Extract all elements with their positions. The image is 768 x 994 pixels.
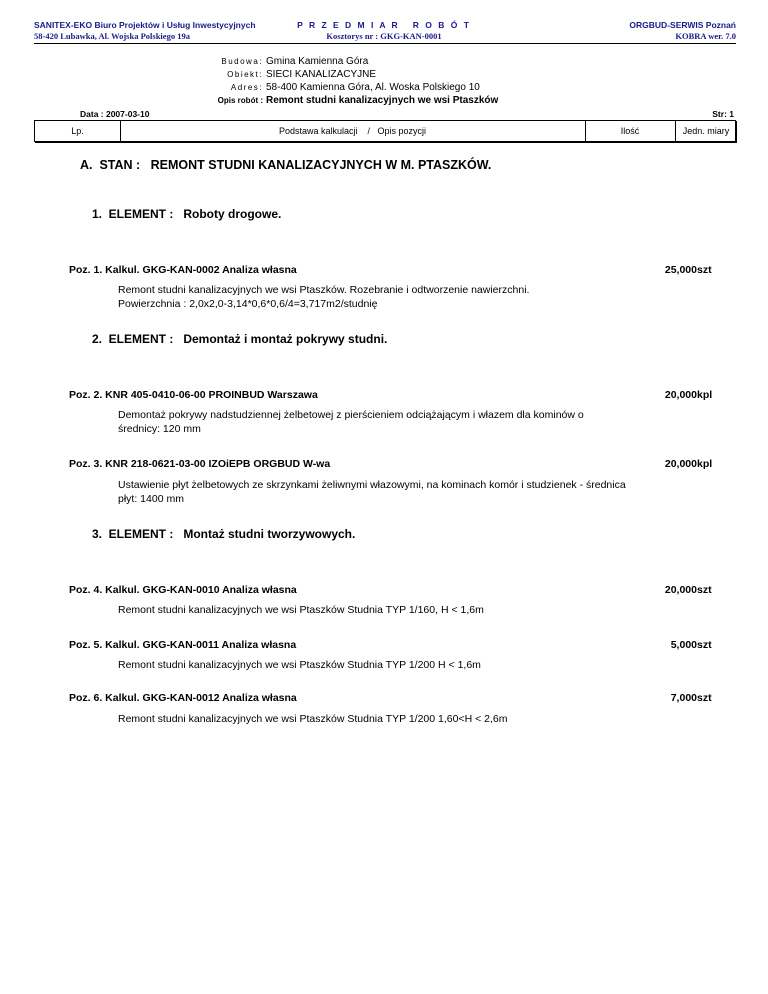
position-description: [118, 712, 507, 726]
position-unit: kpl: [697, 389, 713, 401]
position-unit: kpl: [697, 458, 713, 470]
position-unit: szt: [697, 584, 712, 596]
position-header: Poz. 1. Kalkul. GKG-KAN-0002 Analiza własna: [69, 264, 297, 276]
meta-row-obiekt: [160, 68, 498, 81]
project-meta: [160, 55, 498, 107]
software-header: [629, 20, 736, 42]
estimate-number: Kosztorys nr : GKG-KAN-0001: [326, 31, 442, 41]
position-quantity: 25,000: [664, 264, 697, 276]
meta-row-adres: [160, 81, 498, 94]
description-line: Remont studni kanalizacyjnych we wsi Ptaszków Studnia TYP 1/160, H < 1,6m: [118, 604, 484, 616]
meta-value: Remont studni kanalizacyjnych we wsi Ptaszków: [266, 95, 499, 106]
description-line: Remont studni kanalizacyjnych we wsi Ptaszków. Rozebranie i odtworzenie nawierzchni.: [118, 284, 530, 296]
meta-row-budowa: [160, 55, 498, 68]
position-unit: szt: [697, 639, 712, 651]
description-line: średnicy: 120 mm: [118, 423, 201, 435]
description-line: Remont studni kanalizacyjnych we wsi Ptaszków Studnia TYP 1/200 H < 1,6m: [118, 659, 481, 671]
column-header-qty: Ilość: [620, 126, 640, 136]
position-quantity: 5,000: [670, 639, 697, 651]
position-unit: szt: [697, 692, 712, 704]
meta-label: Budowa:: [221, 57, 263, 66]
element-title: 2. ELEMENT : Demontaż i montaż pokrywy studni.: [92, 332, 388, 346]
description-line: Ustawienie płyt żelbetowych ze skrzynkami żeliwnymi włazowymi, na kominach komór i studzienek - średnica: [118, 479, 626, 491]
position-header: Poz. 2. KNR 405-0410-06-00 PROINBUD Warszawa: [69, 389, 318, 401]
position-description: [118, 408, 584, 436]
meta-label: Opis robót :: [217, 96, 263, 105]
document-title: P R Z E D M I A R R O B Ó T: [297, 20, 471, 30]
position-quantity: 20,000: [664, 584, 697, 596]
position-quantity: 20,000: [664, 389, 697, 401]
position-header: Poz. 4. Kalkul. GKG-KAN-0010 Analiza własna: [69, 584, 297, 596]
column-header-unit: Jedn. miary: [682, 126, 730, 136]
description-line: Remont studni kanalizacyjnych we wsi Ptaszków Studnia TYP 1/200 1,60<H < 2,6m: [118, 713, 508, 725]
header-divider: [34, 43, 736, 44]
meta-value: 58-400 Kamienna Góra, Al. Woska Polskiego 10: [266, 82, 480, 93]
meta-row-opis: [160, 94, 498, 107]
position-header: Poz. 6. Kalkul. GKG-KAN-0012 Analiza własna: [69, 692, 297, 704]
position-quantity: 20,000: [664, 458, 697, 470]
column-header-lp: Lp.: [71, 126, 84, 136]
meta-label: Adres:: [230, 83, 263, 92]
page-number: Str: 1: [712, 109, 734, 119]
position-description: [118, 283, 529, 311]
company-address: 58-420 Lubawka, Al. Wojska Polskiego 19a: [34, 31, 190, 41]
position-unit: szt: [697, 264, 712, 276]
table-header: [34, 120, 736, 142]
software-vendor: ORGBUD-SERWIS Poznań: [629, 20, 736, 30]
element-title: 3. ELEMENT : Montaż studni tworzywowych.: [92, 527, 356, 541]
position-header: Poz. 3. KNR 218-0621-03-00 IZOiEPB ORGBUD W-wa: [69, 458, 331, 470]
description-line: płyt: 1400 mm: [118, 493, 184, 505]
position-header: Poz. 5. Kalkul. GKG-KAN-0011 Analiza własna: [69, 639, 297, 651]
position-description: [118, 478, 626, 506]
meta-label: Obiekt:: [227, 70, 263, 79]
position-quantity: 7,000: [670, 692, 697, 704]
element-title: 1. ELEMENT : Roboty drogowe.: [92, 207, 282, 221]
position-description: [118, 603, 484, 617]
column-header-basis: Podstawa kalkulacji / Opis pozycji: [278, 126, 427, 136]
software-version: KOBRA wer. 7.0: [675, 31, 736, 41]
position-description: [118, 658, 481, 672]
meta-value: SIECI KANALIZACYJNE: [266, 69, 377, 80]
document-date: Data : 2007-03-10: [80, 109, 150, 119]
description-line: Powierzchnia : 2,0x2,0-3,14*0,6*0,6/4=3,717m2/studnię: [118, 298, 378, 310]
section-title: A. STAN : REMONT STUDNI KANALIZACYJNYCH W M. PTASZKÓW.: [80, 158, 492, 172]
company-name: SANITEX-EKO Biuro Projektów i Usług Inwestycyjnych: [34, 20, 256, 30]
description-line: Demontaż pokrywy nadstudziennej żelbetowej z pierścieniem odciążającym i włazem dla kominów o: [118, 409, 584, 421]
meta-value: Gmina Kamienna Góra: [266, 56, 369, 67]
